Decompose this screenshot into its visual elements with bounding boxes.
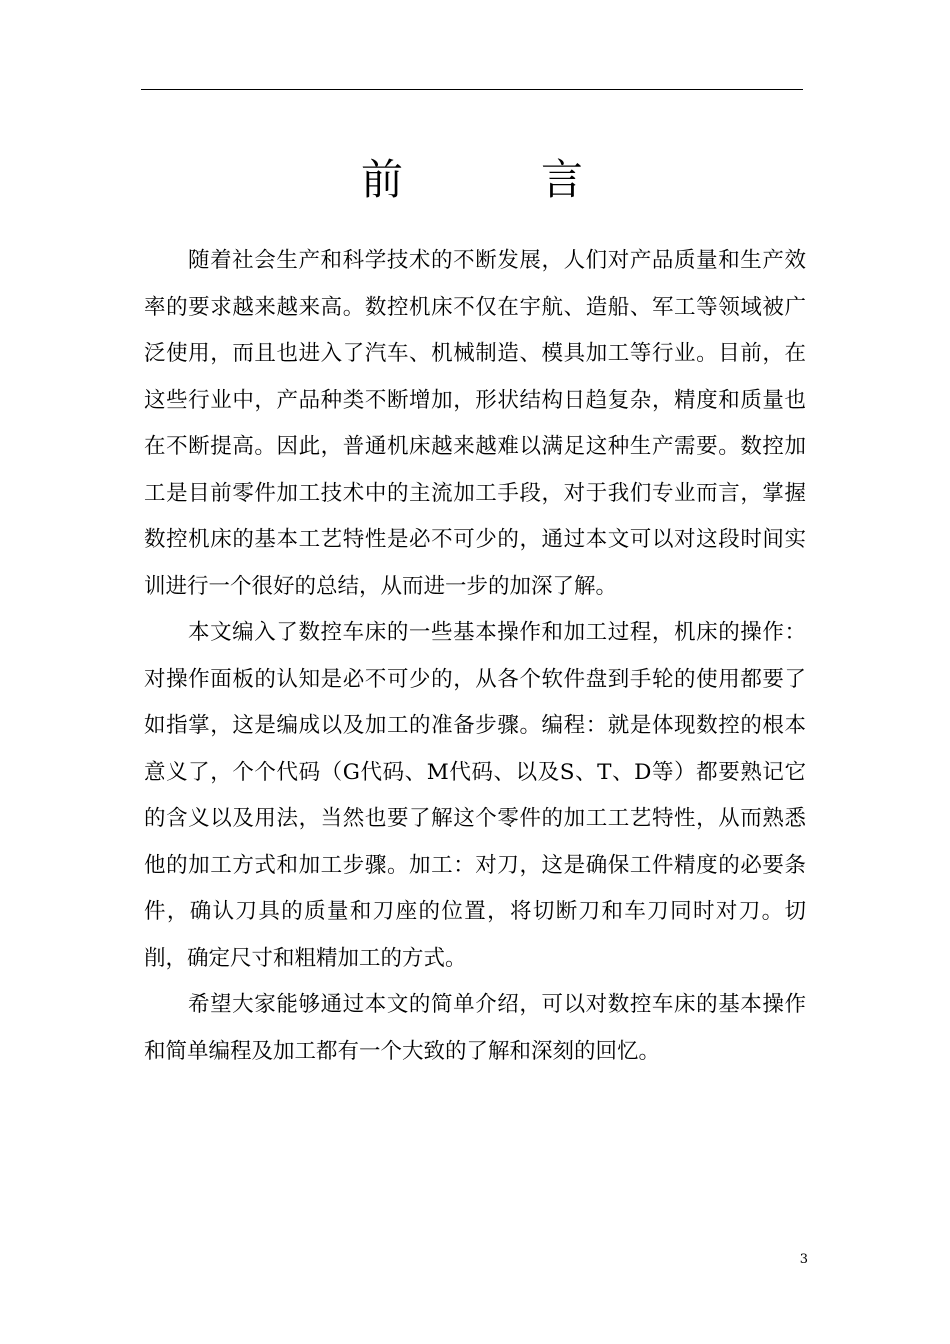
page-number: 3 [799,1252,808,1267]
header-rule [141,89,803,90]
paragraph-2: 本文编入了数控车床的一些基本操作和加工过程，机床的操作：对操作面板的认知是必不可少的，从各个软件盘到手轮的使用都要了如指掌，这是编成以及加工的准备步骤。编程：就是体现数控的根本意义了，个个代码（G代码、M代码、以及S、T、D等）都要熟记它的含义以及用法，当然也要了解这个零件的加工工艺特性，从而熟悉他的加工方式和加工步骤。加工：对刀，这是确保工件精度的必要条件，确认刀具的质量和刀座的位置，将切断刀和车刀同时对刀。切削，确定尺寸和粗精加工的方式。 [144,620,806,971]
paragraph-1: 随着社会生产和科学技术的不断发展，人们对产品质量和生产效率的要求越来越来高。数控机床不仅在宇航、造船、军工等领域被广泛使用，而且也进入了汽车、机械制造、模具加工等行业。目前，在这些行业中，产品种类不断增加，形状结构日趋复杂，精度和质量也在不断提高。因此，普通机床越来越难以满足这种生产需要。数控加工是目前零件加工技术中的主流加工手段，对于我们专业而言，掌握数控机床的基本工艺特性是必不可少的，通过本文可以对这段时间实训进行一个很好的总结，从而进一步的加深了解。 [144,248,806,599]
body-text [144,238,806,1075]
paragraph-3: 希望大家能够通过本文的简单介绍，可以对数控车床的基本操作和简单编程及加工都有一个大致的了解和深刻的回忆。 [144,992,806,1064]
page-title: 前 言 [360,155,631,204]
